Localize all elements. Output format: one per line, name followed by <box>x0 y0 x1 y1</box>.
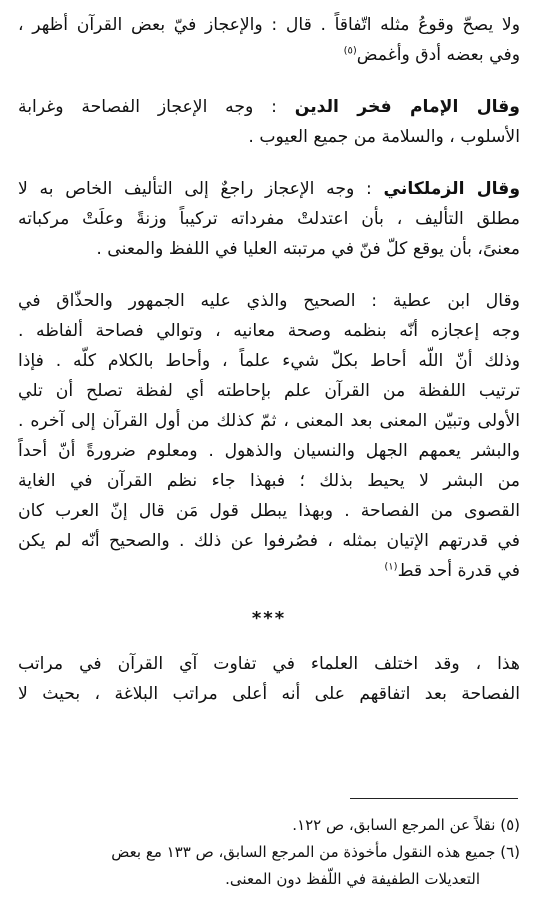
text-span: وفي بعضه أدق وأغمض <box>356 45 520 65</box>
text-line <box>18 40 520 70</box>
paragraph-zamalkani <box>18 174 520 264</box>
footnote-5: (٥) نقلاً عن المرجع السابق، ص ١٢٢. <box>292 816 520 834</box>
text-line: وقال ابن عطية : الصحيح والذي عليه الجمهور والحذّاق في <box>18 291 520 311</box>
text-line: وذلك أنّ اللّه أحاط بكلّ شيء علماً ، وأحاط بالكلام كلّه . فإذا <box>18 351 520 371</box>
paragraph-ibn-atiyya <box>18 286 520 586</box>
text-line: الفصاحة بعد اتفاقهم على أنه أعلى مراتب البلاغة ، بحيث لا <box>18 684 520 704</box>
footnote-ref: (١) <box>384 561 398 573</box>
text-line <box>18 174 520 204</box>
page-body <box>18 10 520 731</box>
text-line: هذا ، وقد اختلف العلماء في تفاوت آي القرآن في مراتب <box>18 654 520 674</box>
text-line: الأولى وتبيّن المعنى بعد المعنى ، ثمّ كذلك من أول القرآن إلى آخره . <box>18 411 520 431</box>
footnote-6-continued: التعديلات الطفيفة في اللّفظ دون المعنى. <box>225 870 480 888</box>
text-span: : وجه الإعجاز راجعٌ إلى التأليف الخاص به لا <box>18 179 384 199</box>
text-line: ترتيب اللفظة من القرآن علم بإحاطته أي لفظة تصلح أن تلي <box>18 381 520 401</box>
paragraph-intro <box>18 10 520 70</box>
text-line <box>18 92 520 122</box>
text-line: مطلق التأليف ، بأن اعتدلتْ مفرداته تركيباً وزنةً وعلَتْ مركباته <box>18 209 520 229</box>
scholar-name: وقال الزملكاني <box>383 179 520 199</box>
text-line: معنىً، بأن يوقع كلّ فنّ في مرتبته العليا في اللفظ والمعنى . <box>96 239 520 259</box>
text-line: من البشر لا يحيط بذلك ؛ فبهذا جاء نظم القرآن في الغاية <box>18 471 520 491</box>
text-span: في قدرة أحد قط <box>397 561 520 581</box>
paragraph-conclusion <box>18 649 520 709</box>
footnotes <box>18 812 520 893</box>
paragraph-fakhr-al-din <box>18 92 520 152</box>
footnote-6: (٦) جميع هذه النقول مأخوذة من المرجع السابق، ص ١٣٣ مع بعض <box>111 843 520 861</box>
text-line: القصوى من الفصاحة . وبهذا يبطل قول مَن قال إنّ العرب كان <box>18 501 520 521</box>
text-line: في قدرتهم الإتيان بمثله ، فصُرفوا عن ذلك . والصحيح أنّه لم يكن <box>18 531 520 551</box>
text-line: ولا يصحّ وقوعُ مثله اتّفاقاً . قال : والإعجاز فيّ بعض القرآن أظهر ، <box>18 15 520 35</box>
footnote-divider <box>350 798 518 799</box>
text-line: وجه إعجازه أنّه بنظمه وصحة معانيه ، وتوالي فصاحة ألفاظه . <box>18 321 520 341</box>
scholar-name: وقال الإمام فخر الدين <box>294 97 520 117</box>
text-line: الأسلوب ، والسلامة من جميع العيوب . <box>248 127 520 147</box>
text-line <box>18 556 520 586</box>
section-separator: *** <box>251 608 287 629</box>
footnote-ref: (٥) <box>343 45 357 57</box>
text-span: : وجه الإعجاز الفصاحة وغرابة <box>18 97 295 117</box>
text-line: والبشر يعمهم الجهل والنسيان والذهول . ومعلوم ضرورةً أنّ أحداً <box>18 441 520 461</box>
